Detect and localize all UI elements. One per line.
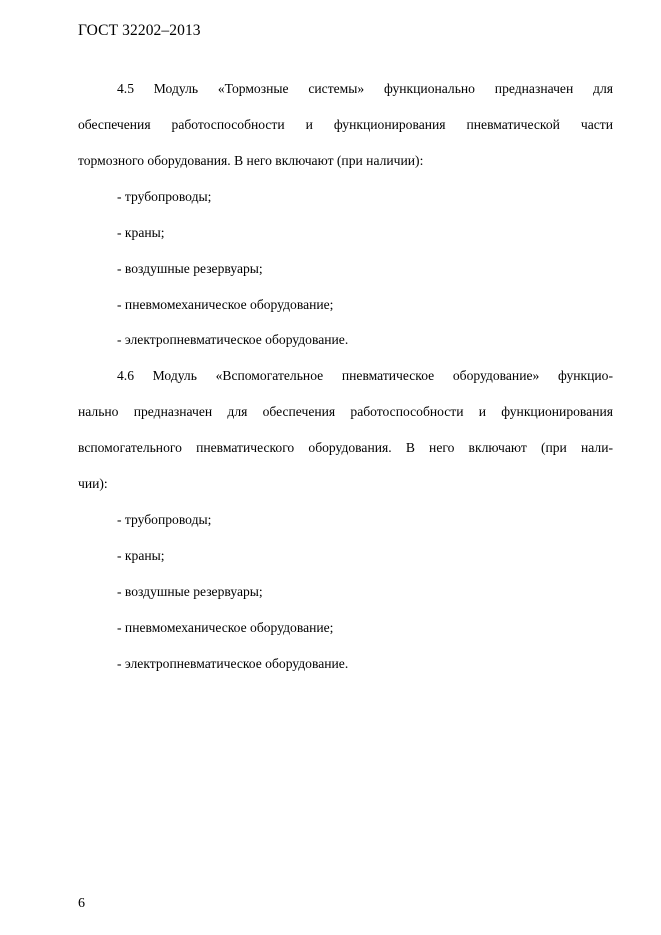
section-4-5-item: - воздушные резервуары;	[117, 261, 263, 276]
section-4-6-line-2: нально предназначен для обеспечения работоспособности и функционирования	[78, 404, 613, 419]
section-4-6-line-3: вспомогательного пневматического оборудования. В него включают (при нали-	[78, 440, 613, 455]
section-4-5-item: - пневмомеханическое оборудование;	[117, 297, 334, 312]
document-header: ГОСТ 32202–2013	[78, 22, 201, 39]
section-4-6-item: - краны;	[117, 548, 165, 563]
section-4-5-line-2: обеспечения работоспособности и функционирования пневматической части	[78, 117, 613, 132]
section-4-5-line-3: тормозного оборудования. В него включают (при наличии):	[78, 153, 424, 168]
section-4-5-item: - электропневматическое оборудование.	[117, 332, 349, 347]
section-4-6-item: - трубопроводы;	[117, 512, 212, 527]
section-4-6-line-1: 4.6 Модуль «Вспомогательное пневматическое оборудование» функцио-	[117, 368, 613, 383]
section-4-6-line-4: чии):	[78, 476, 108, 491]
section-4-6-item: - электропневматическое оборудование.	[117, 656, 349, 671]
section-4-5-item: - краны;	[117, 225, 165, 240]
page-number: 6	[78, 896, 85, 911]
section-4-5-item: - трубопроводы;	[117, 189, 212, 204]
section-4-6-item: - пневмомеханическое оборудование;	[117, 620, 334, 635]
section-4-5-line-1: 4.5 Модуль «Тормозные системы» функционально предназначен для	[117, 81, 613, 96]
section-4-6-item: - воздушные резервуары;	[117, 584, 263, 599]
